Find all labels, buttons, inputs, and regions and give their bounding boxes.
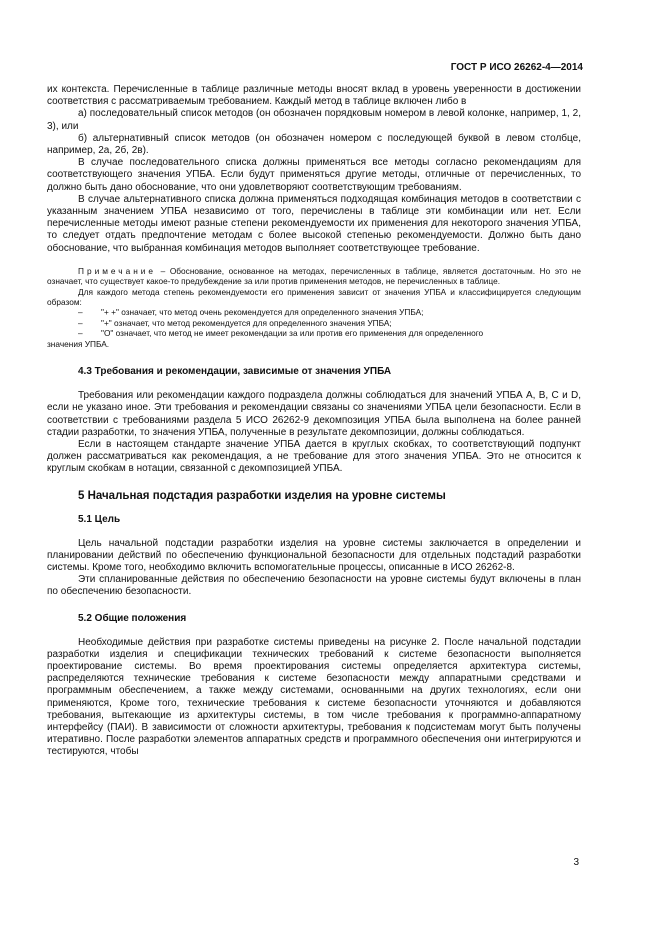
dash-marker: – <box>78 307 83 318</box>
note-text: – Обоснование, основанное на методах, перечисленных в таблице, является достаточным. Но это не означает, что существует какое-то предубеждение за или против применения методов, не перечисленных в таблице. <box>47 265 581 287</box>
list-item <box>47 328 581 338</box>
section-4-3-paragraph-2: Если в настоящем стандарте значение УПБА дается в круглых скобках, то соответствующий подпункт должен рассматриваться как рекомендация, а не требование для этого значения УПБА. Это не относится к круглым скобкам в нотации, связанной с декомпозицией УПБА. <box>47 438 581 475</box>
note-tail: значения УПБА. <box>47 338 110 349</box>
section-5-1-paragraph-2: Эти спланированные действия по обеспечению безопасности на уровне системы будут включены в план по обеспечению безопасности. <box>47 574 581 598</box>
note-label: Примечание <box>78 265 157 276</box>
list-item <box>47 318 581 328</box>
section-5-2-heading: 5.2 Общие положения <box>78 612 187 624</box>
recommendation-list <box>47 307 581 338</box>
alternative-list-paragraph: В случае альтернативного списка должна применяться подходящая комбинация методов в соответствии с указанным значением УПБА независимо от того, перечислены в таблице эти комбинации или нет. Если перечисленные методы имеют разные степени рекомендуемости их применения для некоторого значения УПБА, то следует отдать предпочтение методам с более высокой степенью рекомендуемости. Должно быть дано обоснование, что выбранная комбинация методов выполняет соответствующее требование. <box>47 193 581 254</box>
note-paragraph <box>47 266 581 287</box>
list-item-b: б) альтернативный список методов (он обозначен номером с последующей буквой в левом столбце, например, 2а, 2б, 2в). <box>47 132 581 157</box>
section-5-heading: 5 Начальная подстадия разработки изделия на уровне системы <box>78 489 446 502</box>
list-item-text: "+ +" означает, что метод очень рекомендуется для определенного значения УПБА; <box>101 307 424 318</box>
page-number: 3 <box>573 857 579 868</box>
page-content <box>47 84 581 759</box>
list-item-text: "+" означает, что метод рекомендуется для определенного значения УПБА; <box>101 317 392 328</box>
section-5-1-paragraph-1: Цель начальной подстадии разработки изделия на уровне системы заключается в определении и планировании действий по обеспечению функциональной безопасности для отдельных подстадий разработки системы. Кроме того, необходимо включить вспомогательные процессы, описанные в ИСО 26262-8. <box>47 537 581 573</box>
section-5-2-paragraph-1: Необходимые действия при разработке системы приведены на рисунке 2. После начальной подстадии разработки изделия и спецификации технических требований к системе безопасности выполняется проектирование системы. Во время проектирования системы определяется архитектура системы, распределяются технические требования к системе безопасности между аппаратными средствами и программным обеспечением, а также между системами, основанными на других технологиях, если они применяются, Кроме того, технические требования к системе безопасности уточняются и добавляются требования, вытекающие из архитектуры системы, в том числе требования к программно-аппаратному интерфейсу (ПАИ). В зависимости от сложности архитектуры, требования к подсистемам могут быть получены итеративно. После разработки элементов аппаратных средств и программного обеспечения они интегрируются и тестируются, чтобы <box>47 636 581 758</box>
list-item-text: "О" означает, что метод не имеет рекомендации за или против его применения для определенного <box>101 328 484 339</box>
dash-marker: – <box>78 328 83 339</box>
document-code-header: ГОСТ Р ИСО 26262-4—2014 <box>450 62 583 73</box>
section-5-1-heading: 5.1 Цель <box>78 513 121 525</box>
section-4-3-paragraph-1: Требования или рекомендации каждого подраздела должны соблюдаться для значений УПБА А, В, С и D, если не указано иное. Эти требования и рекомендации связаны со значениями УПБА цели безопасности. Если в соответствии с требованиями раздела 5 ИСО 26262-9 декомпозиция УПБА была выполнена на более ранней стадии разработки, то значения УПБА, полученные в результате декомпозиции, должны соблюдаться. <box>47 390 581 438</box>
list-item-a: а) последовательный список методов (он обозначен порядковым номером в левой колонке, например, 1, 2, 3), или <box>47 108 581 132</box>
note-recommendation-paragraph: Для каждого метода степень рекомендуемости его применения зависит от значения УПБА и классифицируется следующим образом: <box>47 286 581 308</box>
sequential-list-paragraph: В случае последовательного списка должны применяться все методы согласно рекомендациям для соответствующего значения УПБА. Если будут применяться другие методы, отличные от перечисленных, то должно быть дано обоснование, что они удовлетворяют соответствующим требованиям. <box>47 157 581 193</box>
intro-paragraph: их контекста. Перечисленные в таблице различные методы вносят вклад в уровень уверенности в достижении соответствия с рассматриваемым требованием. Каждый метод в таблице включен либо в <box>47 84 581 108</box>
list-item <box>47 307 581 317</box>
section-4-3-heading: 4.3 Требования и рекомендации, зависимые от значения УПБА <box>78 366 392 378</box>
dash-marker: – <box>78 317 83 328</box>
